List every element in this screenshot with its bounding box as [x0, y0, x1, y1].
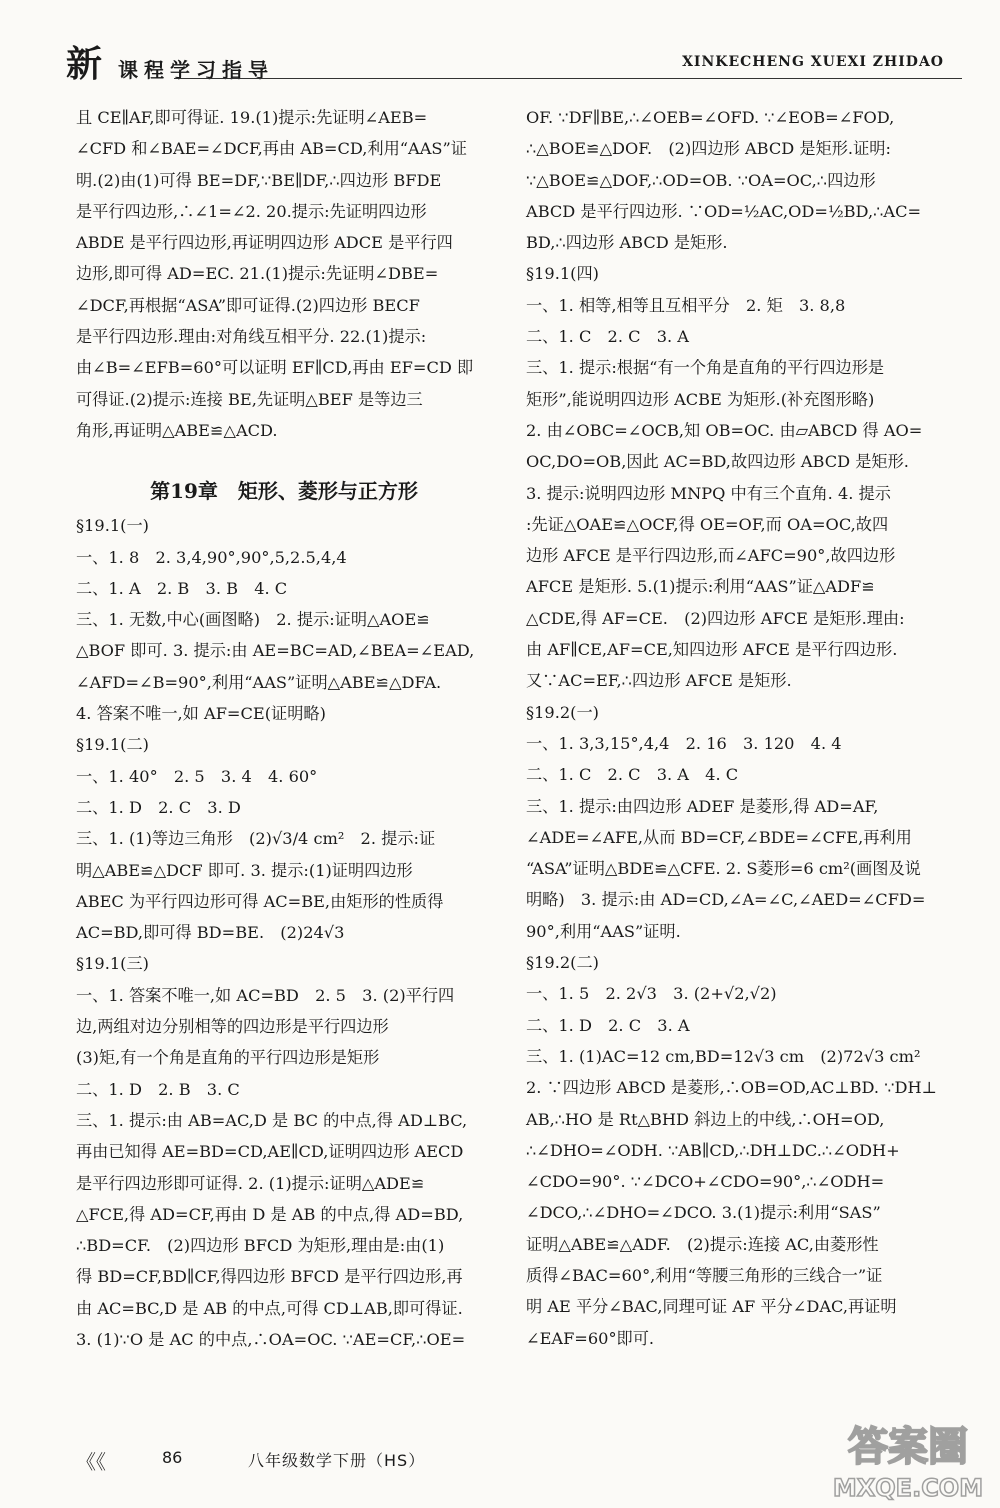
- text-line: OC,DO=OB,因此 AC=BD,故四边形 ABCD 是矩形.: [526, 452, 909, 472]
- text-line: ∠DCF,再根据“ASA”即可证得.(2)四边形 BECF: [76, 295, 420, 315]
- footer-book-title: 八年级数学下册（HS）: [248, 1451, 426, 1470]
- text-line: 一、1. 8 2. 3,4,90°,90°,5,2.5,4,4: [76, 547, 347, 567]
- header-title: 课程学习指导: [118, 58, 274, 82]
- text-line: 2. ∵四边形 ABCD 是菱形,∴OB=OD,AC⊥BD. ∵DH⊥: [526, 1078, 937, 1098]
- text-line: 由∠B=∠EFB=60°可以证明 EF∥CD,再由 EF=CD 即: [76, 358, 474, 378]
- text-line: OF. ∵DF∥BE,∴∠OEB=∠OFD. ∵∠EOB=∠FOD,: [526, 108, 895, 127]
- section-heading: §19.2(二): [526, 953, 599, 973]
- text-line: 明 AE 平分∠BAC,同理可证 AF 平分∠DAC,再证明: [526, 1297, 897, 1317]
- text-line: 矩形”,能说明四边形 ACBE 为矩形.(补充图形略): [526, 389, 875, 409]
- text-line: ∠DCO,∴∠DHO=∠DCO. 3.(1)提示:利用“SAS”: [526, 1203, 881, 1223]
- text-line: 是平行四边形即可证得. 2. (1)提示:证明△ADE≌: [76, 1173, 425, 1193]
- text-line: 可得证.(2)提示:连接 BE,先证明△BEF 是等边三: [76, 389, 423, 409]
- section-heading: §19.1(三): [76, 954, 149, 974]
- text-line: 是平行四边形,∴∠1=∠2. 20.提示:先证明四边形: [76, 201, 427, 221]
- text-line: 3. 提示:说明四边形 MNPQ 中有三个直角. 4. 提示: [526, 483, 891, 503]
- text-line: △BOF 即可. 3. 提示:由 AE=BC=AD,∠BEA=∠EAD,: [76, 641, 475, 661]
- text-line: ∠AFD=∠B=90°,利用“AAS”证明△ABE≌△DFA.: [76, 672, 442, 692]
- text-line: 边,两组对边分别相等的四边形是平行四边形: [76, 1017, 389, 1037]
- text-line: ∠CDO=90°. ∵∠DCO+∠CDO=90°,∴∠ODH=: [526, 1172, 885, 1192]
- text-line: 三、1. 提示:由四边形 ADEF 是菱形,得 AD=AF,: [526, 796, 879, 816]
- section-heading: §19.1(四): [526, 264, 599, 284]
- text-line: 是平行四边形.理由:对角线互相平分. 22.(1)提示:: [76, 327, 427, 347]
- text-line: ∠ADE=∠AFE,从而 BD=CF,∠BDE=∠CFE,再利用: [526, 827, 912, 847]
- text-line: 又∵AC=EF,∴四边形 AFCE 是矩形.: [526, 671, 792, 691]
- text-line: 明.(2)由(1)可得 BE=DF,∵BE∥DF,∴四边形 BFDE: [76, 170, 442, 190]
- text-line: △CDE,得 AF=CE. (2)四边形 AFCE 是矩形.理由:: [526, 608, 905, 628]
- watermark-logo: [820, 1412, 996, 1504]
- text-line: 明略) 3. 提示:由 AD=CD,∠A=∠C,∠AED=∠CFD=: [526, 890, 926, 910]
- text-line: 3. (1)∵O 是 AC 的中点,∴OA=OC. ∵AE=CF,∴OE=: [76, 1329, 466, 1349]
- text-line: “ASA”证明△BDE≌△CFE. 2. S菱形=6 cm²(画图及说: [526, 859, 921, 879]
- text-line: 一、1. 相等,相等且互相平分 2. 矩 3. 8,8: [526, 295, 846, 315]
- page-footer: [76, 1448, 676, 1472]
- text-line: 二、1. C 2. C 3. A: [526, 327, 689, 347]
- text-line: 2. 由∠OBC=∠OCB,知 OB=OC. 由▱ABCD 得 AO=: [526, 420, 923, 440]
- logo-character: 新: [66, 43, 103, 85]
- text-line: (3)矩,有一个角是直角的平行四边形是矩形: [76, 1048, 380, 1068]
- chapter-title: 第19章 矩形、菱形与正方形: [150, 479, 418, 504]
- text-line: 证明△ABE≌△ADF. (2)提示:连接 AC,由菱形性: [526, 1234, 879, 1254]
- text-line: △FCE,得 AD=CF,再由 D 是 AB 的中点,得 AD=BD,: [76, 1204, 464, 1224]
- text-line: 一、1. 40° 2. 5 3. 4 4. 60°: [76, 766, 318, 786]
- text-line: 三、1. 提示:根据“有一个角是直角的平行四边形是: [526, 358, 885, 378]
- text-line: 得 BD=CF,BD∥CF,得四边形 BFCD 是平行四边形,再: [76, 1267, 463, 1287]
- left-column: [76, 102, 492, 1355]
- text-line: 二、1. A 2. B 3. B 4. C: [76, 578, 288, 598]
- text-line: 质得∠BAC=60°,利用“等腰三角形的三线合一”证: [526, 1265, 883, 1285]
- text-line: 角形,再证明△ABE≌△ACD.: [76, 420, 278, 440]
- text-line: 三、1. (1)AC=12 cm,BD=12√3 cm (2)72√3 cm²: [526, 1046, 921, 1066]
- text-line: AFCE 是矩形. 5.(1)提示:利用“AAS”证△ADF≌: [526, 577, 875, 597]
- text-line: AC=BD,即可得 BD=BE. (2)24√3: [76, 923, 345, 943]
- text-line: 三、1. (1)等边三角形 (2)√3/4 cm² 2. 提示:证: [76, 829, 436, 849]
- text-line: 边形 AFCE 是平行四边形,而∠AFC=90°,故四边形: [526, 546, 896, 566]
- text-line: 三、1. 无数,中心(画图略) 2. 提示:证明△AOE≌: [76, 610, 430, 630]
- watermark-bottom-text: MXQE.COM: [832, 1474, 984, 1502]
- text-line: ABEC 为平行四边形可得 AC=BE,由矩形的性质得: [76, 891, 444, 911]
- section-heading: §19.1(二): [76, 735, 149, 755]
- text-line: 二、1. C 2. C 3. A 4. C: [526, 765, 739, 785]
- text-line: 且 CE∥AF,即可得证. 19.(1)提示:先证明∠AEB=: [76, 108, 428, 127]
- text-line: AB,∴HO 是 Rt△BHD 斜边上的中线,∴OH=OD,: [526, 1109, 885, 1129]
- text-line: 二、1. D 2. B 3. C: [76, 1079, 240, 1099]
- right-column: [526, 102, 956, 1354]
- text-line: 90°,利用“AAS”证明.: [526, 921, 681, 941]
- text-line: 由 AF∥CE,AF=CE,知四边形 AFCE 是平行四边形.: [526, 640, 898, 660]
- text-line: 一、1. 5 2. 2√3 3. (2+√2,√2): [526, 984, 777, 1004]
- text-line: 三、1. 提示:由 AB=AC,D 是 BC 的中点,得 AD⊥BC,: [76, 1110, 468, 1130]
- text-line: 二、1. D 2. C 3. D: [76, 797, 241, 817]
- text-line: 一、1. 答案不唯一,如 AC=BD 2. 5 3. (2)平行四: [76, 985, 455, 1005]
- text-line: 再由已知得 AE=BD=CD,AE∥CD,证明四边形 AECD: [76, 1142, 464, 1162]
- text-line: ABCD 是平行四边形. ∵OD=½AC,OD=½BD,∴AC=: [526, 201, 922, 221]
- section-heading: §19.1(一): [76, 516, 149, 536]
- header-english-title: XINKECHENG XUEXI ZHIDAO: [682, 54, 944, 70]
- text-line: 由 AC=BC,D 是 AB 的中点,可得 CD⊥AB,即可得证.: [76, 1298, 463, 1318]
- footer-arrows-icon: 《《: [76, 1450, 106, 1474]
- section-heading: §19.2(一): [526, 702, 599, 722]
- text-line: ∴△BOE≌△DOF. (2)四边形 ABCD 是矩形.证明:: [526, 139, 891, 159]
- text-line: ABDE 是平行四边形,再证明四边形 ADCE 是平行四: [76, 233, 453, 253]
- text-line: ∠CFD 和∠BAE=∠DCF,再由 AB=CD,利用“AAS”证: [76, 139, 467, 159]
- text-line: ∴BD=CF. (2)四边形 BFCD 为矩形,理由是:由(1): [76, 1236, 445, 1256]
- text-line: ∵△BOE≌△DOF,∴OD=OB. ∵OA=OC,∴四边形: [526, 170, 876, 190]
- text-line: 明△ABE≌△DCF 即可. 3. 提示:(1)证明四边形: [76, 860, 413, 880]
- watermark-top-text: 答案圈: [848, 1424, 968, 1470]
- page-header: [62, 40, 962, 85]
- header-rule: [174, 78, 962, 79]
- text-line: 边形,即可得 AD=EC. 21.(1)提示:先证明∠DBE=: [76, 264, 439, 284]
- text-line: ∴∠DHO=∠ODH. ∵AB∥CD,∴DH⊥DC.∴∠ODH+: [526, 1140, 900, 1160]
- text-line: BD,∴四边形 ABCD 是矩形.: [526, 233, 728, 253]
- text-line: :先证△OAE≌△OCF,得 OE=OF,而 OA=OC,故四: [526, 514, 889, 534]
- text-line: 4. 答案不唯一,如 AF=CE(证明略): [76, 704, 326, 724]
- text-line: 一、1. 3,3,15°,4,4 2. 16 3. 120 4. 4: [526, 733, 842, 753]
- text-line: ∠EAF=60°即可.: [526, 1328, 655, 1348]
- text-line: 二、1. D 2. C 3. A: [526, 1015, 690, 1035]
- page-number: 86: [162, 1448, 183, 1467]
